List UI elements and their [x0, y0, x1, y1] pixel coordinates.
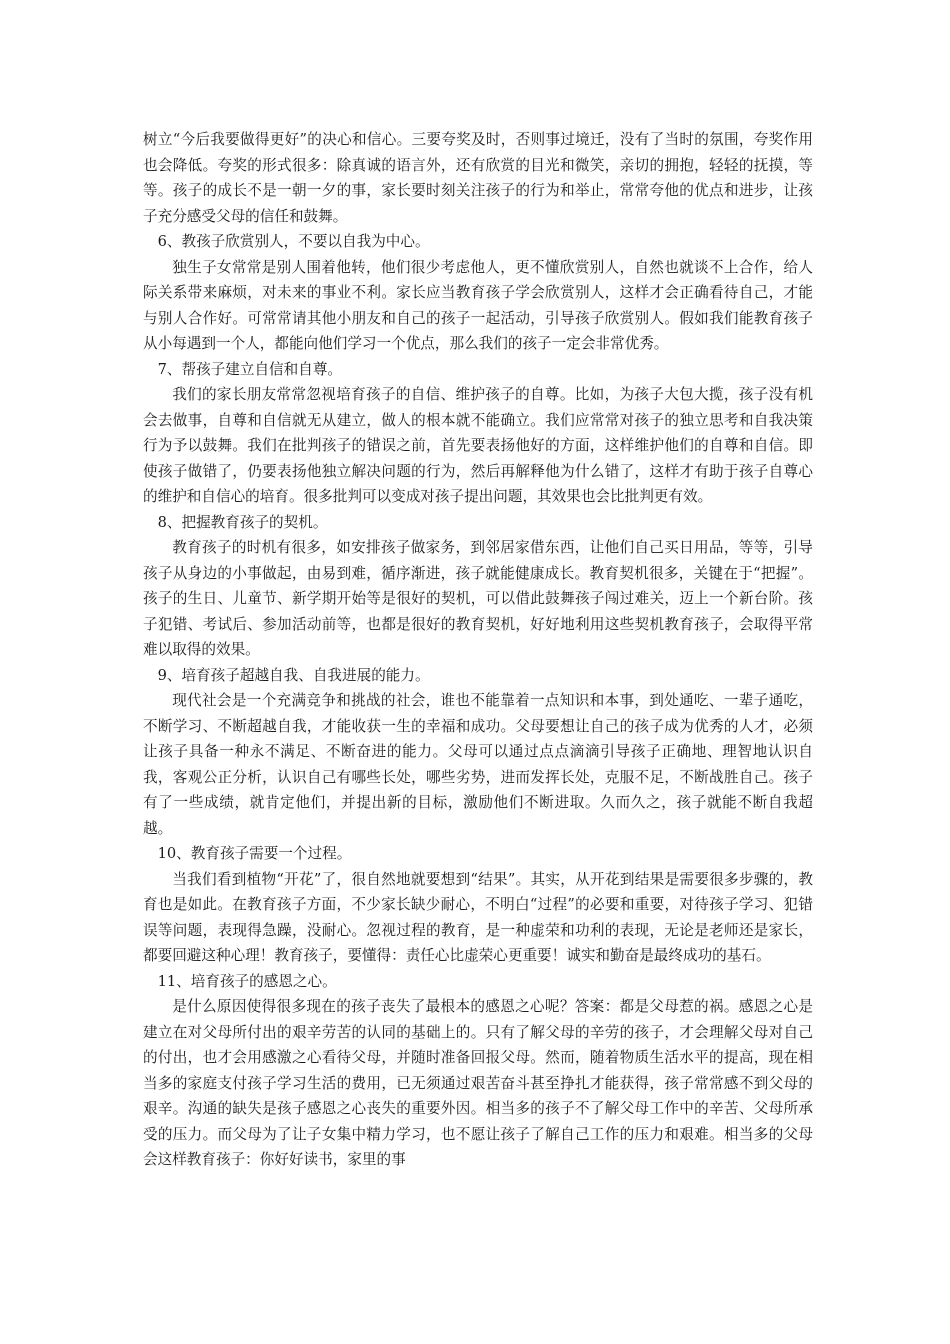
section-heading-10: 10、教育孩子需要一个过程。 — [157, 845, 352, 862]
section-heading-7: 7、帮孩子建立自信和自尊。 — [157, 360, 343, 378]
paragraph-9: 现代社会是一个充满竞争和挑战的社会，谁也不能靠着一点知识和本事，到处通吃、一辈子通吃，不断学习、不断超越自我，才能收获一生的幸福和成功。父母要想让自己的孩子成为优秀的人才，必须让孩子具备一种永不满足、不断奋进的能力。父母可以通过点点滴滴引导孩子正确地、理智地认识自我，客观公正分析，认识自己有哪些长处，哪些劣势，进而发挥长处，克服不足，不断战胜自己。孩子有了一些成绩，就肯定他们，并提出新的目标，激励他们不断进取。久而久之，孩子就能不断自我超越。 — [143, 692, 813, 837]
section-heading-8: 8、把握教育孩子的契机。 — [157, 513, 328, 531]
paragraph-continuation: 树立“今后我要做得更好”的决心和信心。三要夸奖及时，否则事过境迁，没有了当时的氛围，夸奖作用也会降低。夸奖的形式很多：除真诚的语言外，还有欣赏的目光和微笑，亲切的拥抱，轻轻的抚摸，等等。孩子的成长不是一朝一夕的事，家长要时刻关注孩子的行为和举止，常常夸他的优点和进步，让孩子充分感受父母的信任和鼓舞。 — [143, 131, 813, 225]
document-page — [143, 127, 813, 1173]
section-heading-6: 6、教孩子欣赏别人，不要以自我为中心。 — [157, 233, 430, 250]
paragraph-8: 教育孩子的时机有很多，如安排孩子做家务，到邻居家借东西，让他们自己买日用品，等等，引导孩子从身边的小事做起，由易到难，循序渐进，孩子就能健康成长。教育契机很多，关键在于“把握”。孩子的生日、儿童节、新学期开始等是很好的契机，可以借此鼓舞孩子闯过难关，迈上一个新台阶。孩子犯错、考试后、参加活动前等，也都是很好的教育契机，好好地利用这些契机教育孩子，会取得平常难以取得的效果。 — [143, 539, 813, 658]
paragraph-11: 是什么原因使得很多现在的孩子丧失了最根本的感恩之心呢？答案：都是父母惹的祸。感恩之心是建立在对父母所付出的艰辛劳苦的认同的基础上的。只有了解父母的辛劳的孩子，才会理解父母对自己的付出，也才会用感激之心看待父母，并随时准备回报父母。然而，随着物质生活水平的提高，现在相当多的家庭支付孩子学习生活的费用，已无须通过艰苦奋斗甚至挣扎才能获得，孩子常常感不到父母的艰辛。沟通的缺失是孩子感恩之心丧失的重要外因。相当多的孩子不了解父母工作中的辛苦、父母所承受的压力。而父母为了让子女集中精力学习，也不愿让孩子了解自己工作的压力和艰难。相当多的父母会这样教育孩子：你好好读书，家里的事 — [143, 998, 813, 1168]
paragraph-6: 独生子女常常是别人围着他转，他们很少考虑他人，更不懂欣赏别人，自然也就谈不上合作，给人际关系带来麻烦，对未来的事业不利。家长应当教育孩子学会欣赏别人，这样才会正确看待自己，才能与别人合作好。可常常请其他小朋友和自己的孩子一起活动，引导孩子欣赏别人。假如我们能教育孩子从小每遇到一个人，都能向他们学习一个优点，那么我们的孩子一定会非常优秀。 — [143, 258, 813, 352]
paragraph-10: 当我们看到植物“开花”了，很自然地就要想到“结果”。其实，从开花到结果是需要很多步骤的，教育也是如此。在教育孩子方面，不少家长缺少耐心，不明白“过程”的必要和重要，对待孩子学习、犯错误等问题，表现得急躁，没耐心。忽视过程的教育，是一种虚荣和功利的表现，无论是老师还是家长，都要回避这种心理！教育孩子，要懂得：责任心比虚荣心更重要！诚实和勤奋是最终成功的基石。 — [143, 870, 813, 964]
section-heading-9: 9、培育孩子超越自我、自我进展的能力。 — [157, 666, 430, 684]
paragraph-7: 我们的家长朋友常常忽视培育孩子的自信、维护孩子的自尊。比如，为孩子大包大揽，孩子没有机会去做事，自尊和自信就无从建立，做人的根本就不能确立。我们应常常对孩子的独立思考和自我决策行为予以鼓舞。我们在批判孩子的错误之前，首先要表扬他好的方面，这样维护他们的自尊和自信。即使孩子做错了，仍要表扬他独立解决问题的行为，然后再解释他为什么错了，这样才有助于孩子自尊心的维护和自信心的培育。很多批判可以变成对孩子提出问题，其效果也会比批判更有效。 — [143, 386, 813, 505]
section-heading-11: 11、培育孩子的感恩之心。 — [157, 972, 337, 990]
